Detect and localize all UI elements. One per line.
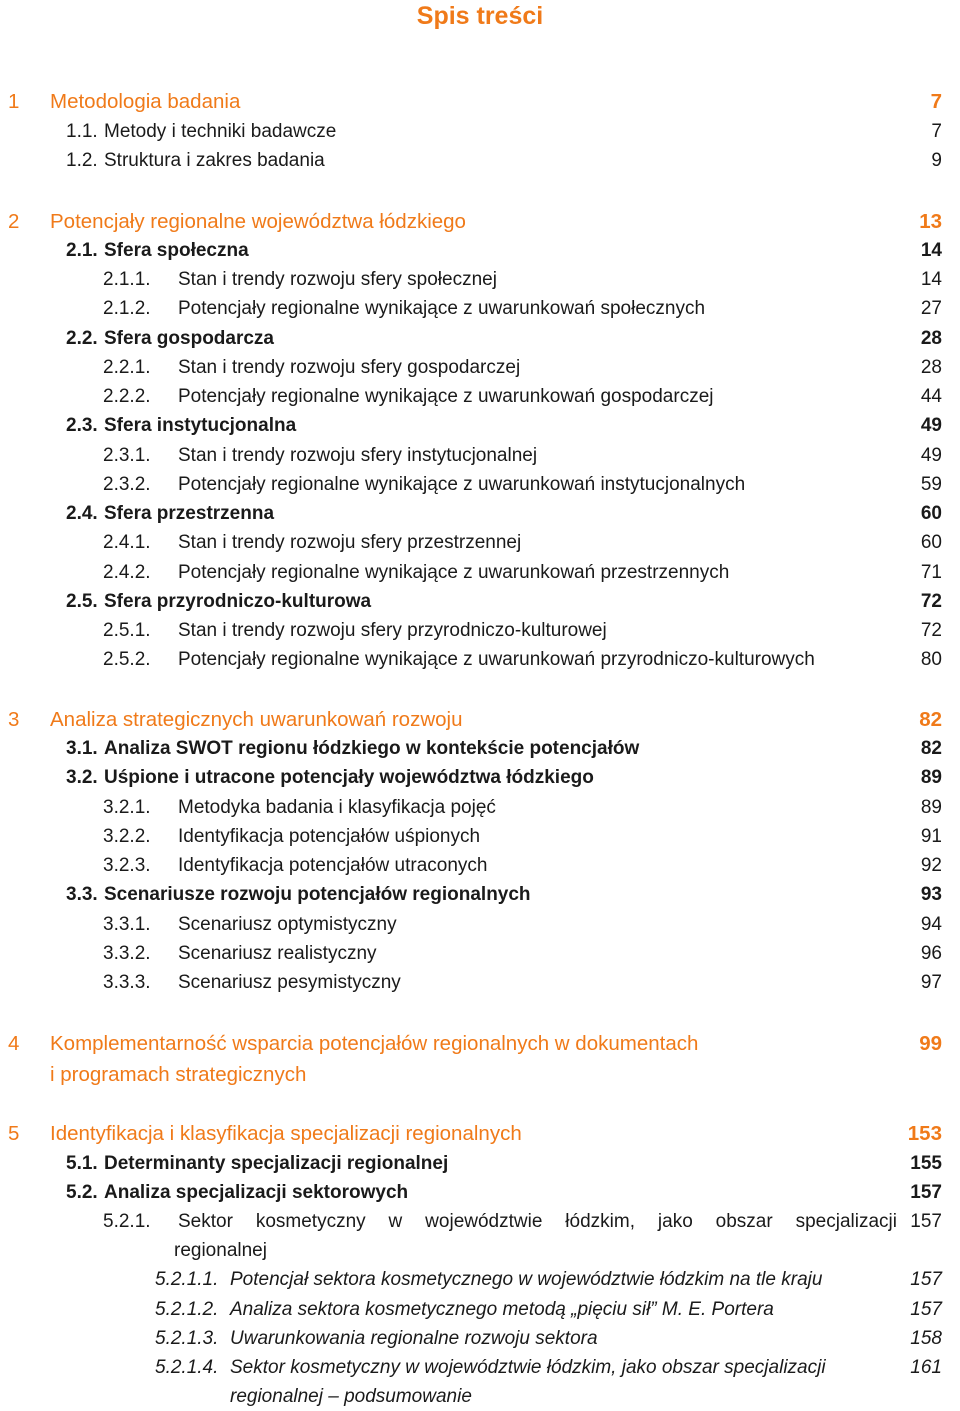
entry-title: Potencjały regionalne wynikające z uwarunkowań instytucjonalnych — [178, 474, 746, 495]
entry-title: Potencjały regionalne wynikające z uwarunkowań społecznych — [178, 298, 706, 319]
toc-chapter[interactable] — [0, 88, 960, 116]
entry-page-number: 82 — [919, 708, 942, 731]
entry-title: Scenariusze rozwoju potencjałów regionalnych — [104, 884, 531, 905]
entry-number: 2.2.2. — [103, 386, 151, 407]
toc-chapter[interactable] — [0, 208, 960, 236]
entry-page-number: 89 — [920, 797, 942, 818]
entry-number: 2.5.1. — [103, 620, 151, 641]
entry-title: Potencjały regionalne wynikające z uwarunkowań gospodarczej — [178, 386, 714, 407]
entry-page-number: 92 — [920, 855, 942, 876]
entry-title-continued: regionalnej – podsumowanie — [230, 1386, 472, 1407]
toc-entry[interactable] — [0, 1296, 960, 1324]
entry-number: 5.2.1.3. — [155, 1328, 219, 1349]
entry-title: Analiza sektora kosmetycznego metodą „pięciu sił” M. E. Portera — [230, 1299, 774, 1320]
entry-number: 3.1. — [66, 738, 98, 759]
entry-page-number: 13 — [919, 210, 942, 233]
entry-title-continued: i programach strategicznych — [50, 1063, 307, 1086]
entry-page-number: 14 — [920, 269, 942, 290]
entry-title: Potencjały regionalne wynikające z uwarunkowań przestrzennych — [178, 562, 730, 583]
toc-entry[interactable] — [0, 646, 960, 674]
entry-number: 3.2. — [66, 767, 98, 788]
entry-number: 4 — [8, 1032, 20, 1055]
entry-title: Stan i trendy rozwoju sfery społecznej — [178, 269, 497, 290]
toc-entry[interactable] — [0, 1266, 960, 1294]
toc-entry[interactable] — [0, 1354, 960, 1407]
page-title: Spis treści — [416, 2, 544, 30]
entry-number: 5.1. — [66, 1153, 98, 1174]
toc-entry[interactable] — [0, 529, 960, 557]
toc-entry[interactable] — [0, 940, 960, 968]
entry-title: Uwarunkowania regionalne rozwoju sektora — [230, 1328, 598, 1349]
entry-page-number: 157 — [910, 1211, 942, 1232]
entry-page-number: 93 — [920, 884, 942, 905]
entry-page-number: 7 — [930, 90, 942, 113]
toc-entry[interactable] — [0, 325, 960, 353]
entry-title: Identyfikacja potencjałów uśpionych — [178, 826, 481, 847]
entry-number: 2.2. — [66, 328, 98, 349]
entry-page-number: 71 — [920, 562, 942, 583]
toc-entry[interactable] — [0, 969, 960, 997]
entry-number: 2.4. — [66, 503, 98, 524]
entry-title: Sfera społeczna — [104, 240, 249, 261]
entry-page-number: 157 — [910, 1182, 942, 1203]
toc-chapter[interactable] — [0, 1030, 960, 1086]
toc-entry[interactable] — [0, 617, 960, 645]
toc-entry[interactable] — [0, 794, 960, 822]
entry-title: Scenariusz optymistyczny — [178, 914, 397, 935]
entry-title: Scenariusz pesymistyczny — [178, 972, 401, 993]
entry-title: Sektor kosmetyczny w województwie łódzkim, jako obszar specjalizacji — [178, 1211, 897, 1232]
entry-title: Analiza strategicznych uwarunkowań rozwoju — [50, 708, 463, 731]
toc-entry[interactable] — [0, 881, 960, 909]
entry-number: 1.1. — [66, 121, 98, 142]
entry-title: Sfera przestrzenna — [104, 503, 275, 524]
toc-entry[interactable] — [0, 1208, 960, 1261]
entry-number: 2.4.1. — [103, 532, 151, 553]
entry-title: Stan i trendy rozwoju sfery przestrzennej — [178, 532, 522, 553]
entry-page-number: 97 — [920, 972, 942, 993]
entry-number: 3.3. — [66, 884, 98, 905]
entry-number: 3 — [8, 708, 20, 731]
toc-chapter[interactable] — [0, 706, 960, 734]
entry-number: 3.3.3. — [103, 972, 151, 993]
entry-page-number: 49 — [920, 415, 942, 436]
entry-number: 2.3.2. — [103, 474, 151, 495]
entry-number: 5.2.1.2. — [155, 1299, 219, 1320]
entry-number: 3.2.2. — [103, 826, 151, 847]
entry-number: 2.5.2. — [103, 649, 151, 670]
toc-entry[interactable] — [0, 588, 960, 616]
entry-title: Identyfikacja i klasyfikacja specjalizacji regionalnych — [50, 1122, 522, 1145]
entry-number: 2 — [8, 210, 20, 233]
entry-number: 2.2.1. — [103, 357, 151, 378]
toc-entry[interactable] — [0, 823, 960, 851]
entry-page-number: 80 — [920, 649, 942, 670]
entry-page-number: 59 — [920, 474, 942, 495]
toc-entry[interactable] — [0, 735, 960, 763]
toc-entry[interactable] — [0, 559, 960, 587]
entry-page-number: 158 — [910, 1328, 942, 1349]
toc-entry[interactable] — [0, 911, 960, 939]
toc-entry[interactable] — [0, 295, 960, 323]
toc-entry[interactable] — [0, 118, 960, 146]
entry-page-number: 28 — [920, 357, 942, 378]
toc-entry[interactable] — [0, 1150, 960, 1178]
entry-title: Komplementarność wsparcia potencjałów regionalnych w dokumentach — [50, 1032, 699, 1055]
entry-number: 2.5. — [66, 591, 98, 612]
entry-page-number: 49 — [920, 445, 942, 466]
entry-page-number: 91 — [920, 826, 942, 847]
entry-title: Potencjały regionalne województwa łódzkiego — [50, 210, 466, 233]
entry-page-number: 161 — [910, 1357, 942, 1378]
entry-page-number: 60 — [920, 532, 942, 553]
entry-page-number: 28 — [920, 328, 942, 349]
entry-title: Uśpione i utracone potencjały województwa łódzkiego — [104, 767, 594, 788]
entry-number: 1.2. — [66, 150, 98, 171]
entry-title: Determinanty specjalizacji regionalnej — [104, 1153, 449, 1174]
entry-page-number: 14 — [920, 240, 942, 261]
toc-entry[interactable] — [0, 354, 960, 382]
toc-entry[interactable] — [0, 266, 960, 294]
entry-page-number: 94 — [920, 914, 942, 935]
entry-title: Struktura i zakres badania — [104, 150, 325, 171]
entry-title: Sfera przyrodniczo-kulturowa — [104, 591, 372, 612]
entry-number: 5.2.1.1. — [155, 1269, 219, 1290]
entry-title: Metody i techniki badawcze — [104, 121, 337, 142]
entry-title: Sektor kosmetyczny w województwie łódzkim, jako obszar specjalizacji — [230, 1357, 826, 1378]
entry-page-number: 27 — [920, 298, 942, 319]
entry-page-number: 157 — [910, 1299, 942, 1320]
entry-title: Analiza specjalizacji sektorowych — [104, 1182, 409, 1203]
toc-entry[interactable] — [0, 442, 960, 470]
entry-title-continued: regionalnej — [174, 1240, 267, 1261]
entry-page-number: 72 — [920, 591, 942, 612]
toc-entry[interactable] — [0, 500, 960, 528]
entry-title: Sfera instytucjonalna — [104, 415, 297, 436]
entry-page-number: 155 — [910, 1153, 942, 1174]
entry-title: Metodologia badania — [50, 90, 241, 113]
entry-title: Stan i trendy rozwoju sfery przyrodniczo-kulturowej — [178, 620, 607, 641]
entry-number: 2.1.2. — [103, 298, 151, 319]
toc-entry[interactable] — [0, 852, 960, 880]
entry-page-number: 157 — [910, 1269, 942, 1290]
entry-title: Metodyka badania i klasyfikacja pojęć — [178, 797, 496, 818]
entry-number: 3.2.3. — [103, 855, 151, 876]
entry-page-number: 44 — [920, 386, 942, 407]
entry-number: 2.3.1. — [103, 445, 151, 466]
entry-page-number: 82 — [920, 738, 942, 759]
entry-number: 1 — [8, 90, 20, 113]
entry-number: 3.3.2. — [103, 943, 151, 964]
entry-title: Sfera gospodarcza — [104, 328, 274, 349]
toc-entry[interactable] — [0, 1179, 960, 1207]
entry-page-number: 89 — [920, 767, 942, 788]
entry-title: Potencjał sektora kosmetycznego w województwie łódzkim na tle kraju — [230, 1269, 823, 1290]
entry-number: 5.2.1. — [103, 1211, 151, 1232]
entry-title: Analiza SWOT regionu łódzkiego w kontekście potencjałów — [104, 738, 640, 759]
toc-entry[interactable] — [0, 383, 960, 411]
entry-number: 5.2.1.4. — [155, 1357, 219, 1378]
toc-entry[interactable] — [0, 764, 960, 792]
entry-title: Potencjały regionalne wynikające z uwarunkowań przyrodniczo-kulturowych — [178, 649, 815, 670]
toc-entry[interactable] — [0, 237, 960, 265]
entry-page-number: 72 — [920, 620, 942, 641]
entry-page-number: 99 — [919, 1032, 942, 1055]
entry-number: 3.3.1. — [103, 914, 151, 935]
entry-title: Stan i trendy rozwoju sfery instytucjonalnej — [178, 445, 538, 466]
entry-title: Scenariusz realistyczny — [178, 943, 377, 964]
toc-entry[interactable] — [0, 147, 960, 175]
entry-number: 2.1. — [66, 240, 98, 261]
entry-page-number: 60 — [920, 503, 942, 524]
entry-page-number: 153 — [907, 1122, 942, 1145]
toc-entry[interactable] — [0, 471, 960, 499]
entry-title: Stan i trendy rozwoju sfery gospodarczej — [178, 357, 521, 378]
entry-number: 5 — [8, 1122, 20, 1145]
entry-title: Identyfikacja potencjałów utraconych — [178, 855, 488, 876]
entry-page-number: 7 — [931, 121, 942, 142]
entry-number: 2.1.1. — [103, 269, 151, 290]
entry-page-number: 9 — [931, 150, 942, 171]
entry-page-number: 96 — [920, 943, 942, 964]
entry-number: 2.4.2. — [103, 562, 151, 583]
entry-number: 5.2. — [66, 1182, 98, 1203]
toc-chapter[interactable] — [0, 1120, 960, 1148]
toc-entry[interactable] — [0, 412, 960, 440]
entry-number: 2.3. — [66, 415, 98, 436]
entry-number: 3.2.1. — [103, 797, 151, 818]
toc-entry[interactable] — [0, 1325, 960, 1353]
